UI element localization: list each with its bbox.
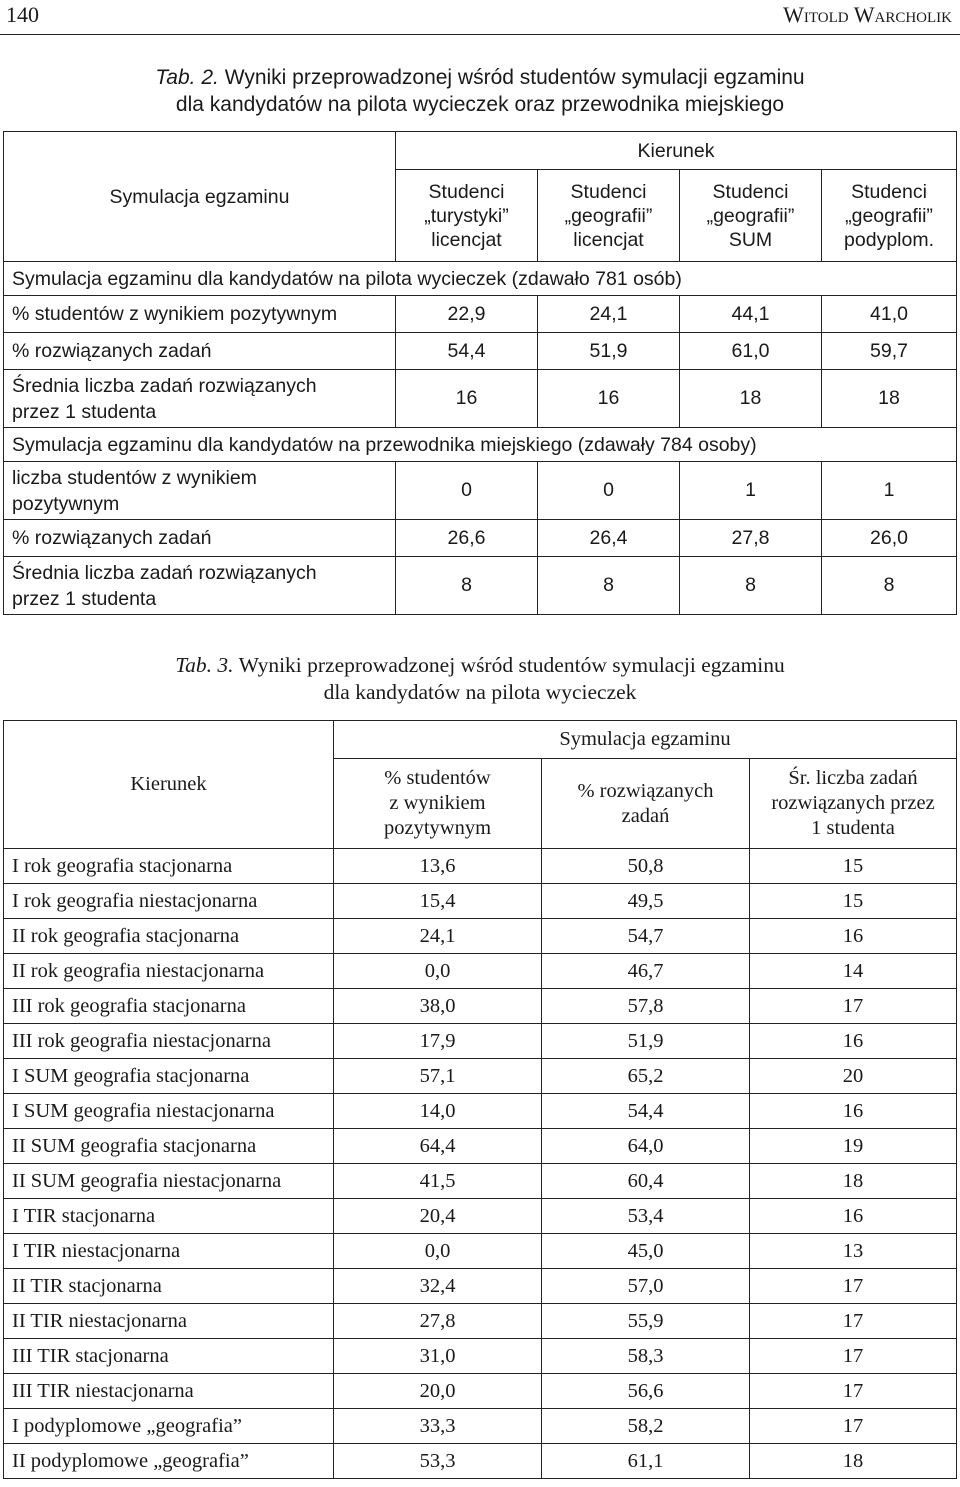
tab3-data-row [4, 919, 957, 954]
tab3-data-row [4, 1024, 957, 1059]
tab2-cell: 18 [822, 370, 957, 428]
tab2-cell: 26,4 [538, 520, 680, 557]
tab2-header-label: Symulacja egzaminu [4, 132, 396, 262]
row-label-line: przez 1 studenta [12, 587, 157, 610]
tab3-row-label: II SUM geografia niestacjonarna [4, 1164, 334, 1199]
tab3-row-label: I podyplomowe „geografia” [4, 1409, 334, 1444]
tab2-cell: 8 [680, 557, 822, 615]
row-label-line: Średnia liczba zadań rozwiązanych [12, 561, 317, 584]
tab2-cell: 0 [396, 462, 538, 520]
tab3-row-label: I SUM geografia niestacjonarna [4, 1094, 334, 1129]
tab3-header-group: Symulacja egzaminu [334, 721, 957, 759]
tab3-cell: 45,0 [542, 1234, 750, 1269]
tab2-section-title: Symulacja egzaminu dla kandydatów na przewodnika miejskiego (zdawały 784 osoby) [4, 428, 957, 462]
header-rule [0, 34, 960, 35]
tab2-section-title: Symulacja egzaminu dla kandydatów na pilota wycieczek (zdawało 781 osób) [4, 262, 957, 296]
tab3-cell: 17 [750, 1374, 957, 1409]
running-author: Witold Warcholik [783, 2, 952, 27]
column-header-line: Studenci [428, 180, 505, 203]
row-label-line: % rozwiązanych zadań [12, 340, 212, 362]
tab3-cell: 17 [750, 1304, 957, 1339]
tab3-cell: 46,7 [542, 954, 750, 989]
tab3-row-label: II SUM geografia stacjonarna [4, 1129, 334, 1164]
column-header-line: pozytywnym [383, 817, 492, 839]
tab3-cell: 64,0 [542, 1129, 750, 1164]
tab3-cell: 53,3 [334, 1444, 542, 1479]
tab3-cell: 51,9 [542, 1024, 750, 1059]
tab2-data-row [4, 462, 957, 520]
tab3-cell: 19 [750, 1129, 957, 1164]
tab3-cell: 58,2 [542, 1409, 750, 1444]
tab3-cell: 24,1 [334, 919, 542, 954]
column-header-line: % studentów [384, 767, 491, 789]
tab3-row-label: III rok geografia stacjonarna [4, 989, 334, 1024]
tab3-row-label: II rok geografia niestacjonarna [4, 954, 334, 989]
column-header-line: „turystyki” [424, 204, 509, 227]
tab2-caption [0, 64, 960, 118]
tab3-cell: 17,9 [334, 1024, 542, 1059]
tab3-cell: 18 [750, 1444, 957, 1479]
tab3-data-row [4, 1094, 957, 1129]
tab3-data-row [4, 1059, 957, 1094]
tab3-row-label: II rok geografia stacjonarna [4, 919, 334, 954]
tab3-cell: 57,0 [542, 1269, 750, 1304]
tab3-column-header [542, 759, 750, 849]
row-label-line: liczba studentów z wynikiem [12, 466, 257, 489]
tab2-caption-label: Tab. 2. [155, 66, 219, 89]
tab2-cell: 41,0 [822, 296, 957, 333]
tab3-cell: 61,1 [542, 1444, 750, 1479]
tab3-data-row [4, 849, 957, 884]
tab3-cell: 14 [750, 954, 957, 989]
tab2-cell: 51,9 [538, 333, 680, 370]
tab3-cell: 31,0 [334, 1339, 542, 1374]
tab3-cell: 18 [750, 1164, 957, 1199]
column-header-line: Studenci [570, 180, 647, 203]
tab2-row-label [4, 462, 396, 520]
column-header-line: % rozwiązanych [577, 779, 714, 802]
tab3-row-label: I TIR niestacjonarna [4, 1234, 334, 1269]
column-header-line: Studenci [712, 180, 789, 203]
tab3-row-label: III TIR stacjonarna [4, 1339, 334, 1374]
tab3-cell: 15,4 [334, 884, 542, 919]
tab3-cell: 0,0 [334, 954, 542, 989]
tab3-cell: 14,0 [334, 1094, 542, 1129]
tab2-column-header [822, 170, 957, 262]
tab3-cell: 56,6 [542, 1374, 750, 1409]
tab3-cell: 27,8 [334, 1304, 542, 1339]
tab2-cell: 16 [396, 370, 538, 428]
tab3-data-row [4, 1129, 957, 1164]
tab2-header-group: Kierunek [396, 132, 957, 170]
tab3-cell: 16 [750, 1094, 957, 1129]
tab3-cell: 41,5 [334, 1164, 542, 1199]
tab2-row-label [4, 520, 396, 557]
tab3-cell: 65,2 [542, 1059, 750, 1094]
column-header-line: „geografii” [564, 204, 653, 227]
tab2-cell: 44,1 [680, 296, 822, 333]
tab3-cell: 38,0 [334, 989, 542, 1024]
tab2-column-header [680, 170, 822, 262]
tab3-row-label: III TIR niestacjonarna [4, 1374, 334, 1409]
tab3-caption-line1: Wyniki przeprowadzonej wśród studentów symulacji egzaminu [238, 653, 785, 677]
tab3-cell: 15 [750, 884, 957, 919]
tab3-cell: 57,8 [542, 989, 750, 1024]
tab2-cell: 1 [680, 462, 822, 520]
tab3-row-label: II podyplomowe „geografia” [4, 1444, 334, 1479]
tab2-section-row [4, 262, 957, 296]
tab3-cell: 16 [750, 1024, 957, 1059]
tab3-data-row [4, 989, 957, 1024]
tab3-cell: 50,8 [542, 849, 750, 884]
tab3-row-label: I TIR stacjonarna [4, 1199, 334, 1234]
tab3-caption-label: Tab. 3. [175, 653, 234, 677]
tab3-cell: 60,4 [542, 1164, 750, 1199]
tab2-column-header [538, 170, 680, 262]
column-header-line: licencjat [431, 228, 502, 251]
row-label-line: pozytywnym [12, 492, 120, 515]
tab2-cell: 8 [538, 557, 680, 615]
column-header-line: rozwiązanych przez [771, 792, 935, 814]
tab2-row-label [4, 370, 396, 428]
tab3-cell: 57,1 [334, 1059, 542, 1094]
tab3-data-row [4, 1269, 957, 1304]
tab2-cell: 54,4 [396, 333, 538, 370]
tab3-cell: 53,4 [542, 1199, 750, 1234]
tab2-data-row [4, 333, 957, 370]
tab2-cell: 1 [822, 462, 957, 520]
tab3-cell: 17 [750, 1339, 957, 1374]
tab2-column-header [396, 170, 538, 262]
tab3-cell: 20,0 [334, 1374, 542, 1409]
running-header [0, 0, 960, 34]
tab2-row-label [4, 333, 396, 370]
tab2-table [3, 131, 957, 615]
tab3-data-row [4, 1234, 957, 1269]
row-label-line: % rozwiązanych zadań [12, 527, 212, 549]
tab3-row-label: I SUM geografia stacjonarna [4, 1059, 334, 1094]
tab2-data-row [4, 557, 957, 615]
tab3-row-label: I rok geografia niestacjonarna [4, 884, 334, 919]
tab3-cell: 54,4 [542, 1094, 750, 1129]
tab3-data-row [4, 1339, 957, 1374]
tab3-row-label: I rok geografia stacjonarna [4, 849, 334, 884]
tab3-cell: 0,0 [334, 1234, 542, 1269]
tab2-cell: 26,0 [822, 520, 957, 557]
tab3-row-label: II TIR niestacjonarna [4, 1304, 334, 1339]
column-header-line: „geografii” [845, 204, 933, 227]
tab3-cell: 17 [750, 989, 957, 1024]
column-header-line: 1 studenta [811, 817, 895, 839]
row-label-line: przez 1 studenta [12, 400, 157, 423]
tab3-header-label: Kierunek [4, 721, 334, 849]
tab3-data-row [4, 954, 957, 989]
tab3-data-row [4, 1304, 957, 1339]
tab2-row-label [4, 296, 396, 333]
tab3-caption [0, 652, 960, 706]
row-label-line: % studentów z wynikiem pozytywnym [12, 303, 338, 325]
tab3-cell: 17 [750, 1269, 957, 1304]
tab3-cell: 20 [750, 1059, 957, 1094]
tab3-data-row [4, 1409, 957, 1444]
column-header-line: Śr. liczba zadań [788, 767, 918, 789]
tab2-data-row [4, 520, 957, 557]
tab2-section-row [4, 428, 957, 462]
tab3-cell: 55,9 [542, 1304, 750, 1339]
tab2-cell: 0 [538, 462, 680, 520]
tab2-cell: 59,7 [822, 333, 957, 370]
tab2-cell: 22,9 [396, 296, 538, 333]
tab3-cell: 54,7 [542, 919, 750, 954]
tab3-cell: 16 [750, 919, 957, 954]
column-header-line: Studenci [851, 180, 927, 203]
tab3-data-row [4, 1374, 957, 1409]
tab2-cell: 18 [680, 370, 822, 428]
tab3-cell: 58,3 [542, 1339, 750, 1374]
tab3-cell: 32,4 [334, 1269, 542, 1304]
tab2-cell: 16 [538, 370, 680, 428]
column-header-line: SUM [728, 228, 773, 251]
column-header-line: podyplom. [844, 228, 934, 251]
tab2-caption-line2: dla kandydatów na pilota wycieczek oraz przewodnika miejskiego [175, 93, 785, 116]
tab2-cell: 8 [396, 557, 538, 615]
tab3-table [3, 720, 957, 1479]
tab3-cell: 13,6 [334, 849, 542, 884]
column-header-line: z wynikiem [389, 792, 486, 814]
tab3-cell: 16 [750, 1199, 957, 1234]
tab3-data-row [4, 1199, 957, 1234]
tab2-cell: 26,6 [396, 520, 538, 557]
tab3-caption-line2: dla kandydatów na pilota wycieczek [323, 680, 637, 704]
tab3-cell: 17 [750, 1409, 957, 1444]
tab3-row-label: II TIR stacjonarna [4, 1269, 334, 1304]
tab2-cell: 24,1 [538, 296, 680, 333]
tab2-row-label [4, 557, 396, 615]
tab3-row-label: III rok geografia niestacjonarna [4, 1024, 334, 1059]
tab3-column-header [334, 759, 542, 849]
tab2-cell: 27,8 [680, 520, 822, 557]
tab3-cell: 20,4 [334, 1199, 542, 1234]
tab2-cell: 61,0 [680, 333, 822, 370]
tab2-caption-line1: Wyniki przeprowadzonej wśród studentów symulacji egzaminu [224, 66, 805, 89]
tab3-cell: 15 [750, 849, 957, 884]
column-header-line: zadań [621, 804, 670, 827]
tab2-data-row [4, 370, 957, 428]
tab2-data-row [4, 296, 957, 333]
column-header-line: licencjat [573, 228, 644, 251]
tab2-cell: 8 [822, 557, 957, 615]
page-number: 140 [6, 2, 39, 27]
tab3-data-row [4, 884, 957, 919]
tab3-cell: 64,4 [334, 1129, 542, 1164]
tab3-data-row [4, 1164, 957, 1199]
row-label-line: Średnia liczba zadań rozwiązanych [12, 374, 317, 397]
column-header-line: „geografii” [706, 204, 795, 227]
tab3-data-row [4, 1444, 957, 1479]
tab3-cell: 13 [750, 1234, 957, 1269]
tab3-cell: 49,5 [542, 884, 750, 919]
tab3-cell: 33,3 [334, 1409, 542, 1444]
tab3-column-header [750, 759, 957, 849]
